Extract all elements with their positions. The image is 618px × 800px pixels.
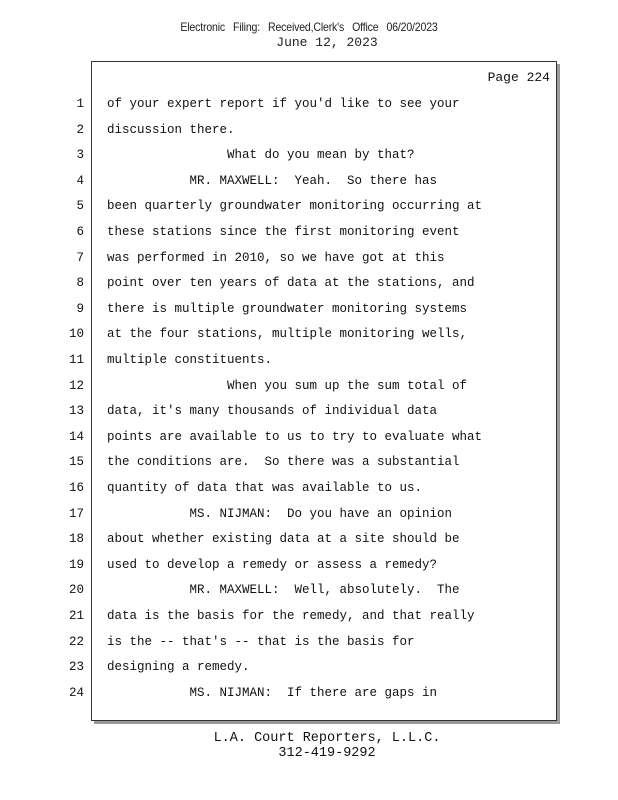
transcript-line — [68, 657, 556, 677]
transcript-line — [68, 529, 556, 549]
line-number: 17 — [68, 506, 84, 521]
transcript-line — [76, 120, 556, 140]
transcript-line — [76, 222, 556, 242]
line-number: 14 — [68, 429, 84, 444]
line-text: is the -- that's -- that is the basis for — [107, 634, 415, 649]
transcript-line — [76, 273, 556, 293]
transcript-line — [76, 171, 556, 191]
deposition-date: June 12, 2023 — [276, 35, 378, 50]
line-number: 18 — [68, 532, 84, 547]
line-text: MR. MAXWELL: Yeah. So there has — [107, 173, 438, 188]
transcript-line — [68, 606, 556, 626]
line-text: MS. NIJMAN: Do you have an opinion — [107, 506, 453, 521]
transcript-line — [68, 324, 556, 344]
transcript-line — [76, 94, 556, 114]
line-number: 15 — [68, 455, 84, 470]
line-text: data is the basis for the remedy, and that really — [107, 609, 475, 623]
line-text: MS. NIJMAN: If there are gaps in — [107, 685, 438, 700]
line-text: used to develop a remedy or assess a remedy? — [107, 557, 438, 572]
line-number: 11 — [68, 353, 84, 367]
line-text: been quarterly groundwater monitoring occurring at — [107, 199, 483, 214]
line-number: 5 — [76, 199, 84, 214]
line-text: quantity of data that was available to us. — [107, 481, 423, 495]
line-text: at the four stations, multiple monitoring wells, — [107, 327, 468, 342]
line-text: discussion there. — [107, 122, 235, 137]
transcript-line — [68, 401, 556, 421]
transcript-line — [68, 478, 556, 498]
line-number: 1 — [76, 97, 84, 111]
line-number: 16 — [68, 481, 84, 495]
transcript-line — [68, 555, 556, 575]
line-text: data, it's many thousands of individual data — [107, 404, 438, 419]
line-number: 23 — [68, 660, 84, 675]
line-text: points are available to us to try to evaluate what — [107, 429, 483, 444]
transcript-line — [68, 580, 556, 600]
transcript-line — [68, 632, 556, 652]
line-text: multiple constituents. — [107, 353, 273, 367]
court-reporter-phone: 312-419-9292 — [278, 746, 376, 761]
transcript-line — [68, 452, 556, 472]
line-text: the conditions are. So there was a substantial — [107, 455, 460, 470]
line-text: designing a remedy. — [107, 660, 250, 675]
line-text: point over ten years of data at the stations, and — [107, 276, 475, 291]
line-number: 3 — [76, 148, 84, 163]
transcript-line — [68, 350, 556, 370]
transcript-line — [68, 683, 556, 703]
line-number: 9 — [76, 301, 84, 316]
page-number: Page 224 — [487, 70, 550, 85]
line-text: MR. MAXWELL: Well, absolutely. The — [107, 583, 460, 598]
transcript-line — [76, 145, 556, 165]
line-number: 7 — [76, 250, 84, 265]
transcript-line — [68, 376, 556, 396]
line-number: 4 — [76, 173, 84, 188]
line-text: When you sum up the sum total of — [107, 378, 468, 393]
line-number: 8 — [76, 276, 84, 291]
line-number: 22 — [68, 634, 84, 649]
line-text: of your expert report if you'd like to see your — [107, 97, 460, 111]
line-number: 10 — [68, 327, 84, 342]
line-number: 13 — [68, 404, 84, 419]
transcript-line — [76, 299, 556, 319]
line-number: 6 — [76, 225, 84, 239]
transcript-line — [76, 196, 556, 216]
court-reporter-company: L.A. Court Reporters, L.L.C. — [213, 731, 441, 746]
line-text: there is multiple groundwater monitoring systems — [107, 301, 468, 316]
line-text: about whether existing data at a site should be — [107, 532, 460, 547]
line-number: 21 — [68, 609, 84, 623]
filing-stamp: Electronic Filing: Received,Clerk's Office 06/20/2023 — [180, 20, 438, 34]
line-text: these stations since the first monitoring event — [107, 225, 460, 239]
transcript-line — [68, 427, 556, 447]
line-number: 20 — [68, 583, 84, 598]
transcript-line — [68, 504, 556, 524]
line-number: 12 — [68, 378, 84, 393]
line-number: 24 — [68, 685, 84, 700]
line-text: What do you mean by that? — [107, 148, 415, 163]
line-number: 2 — [76, 122, 84, 137]
transcript-line — [76, 248, 556, 268]
line-number: 19 — [68, 557, 84, 572]
transcript-page — [68, 61, 557, 721]
line-text: was performed in 2010, so we have got at this — [107, 250, 445, 265]
